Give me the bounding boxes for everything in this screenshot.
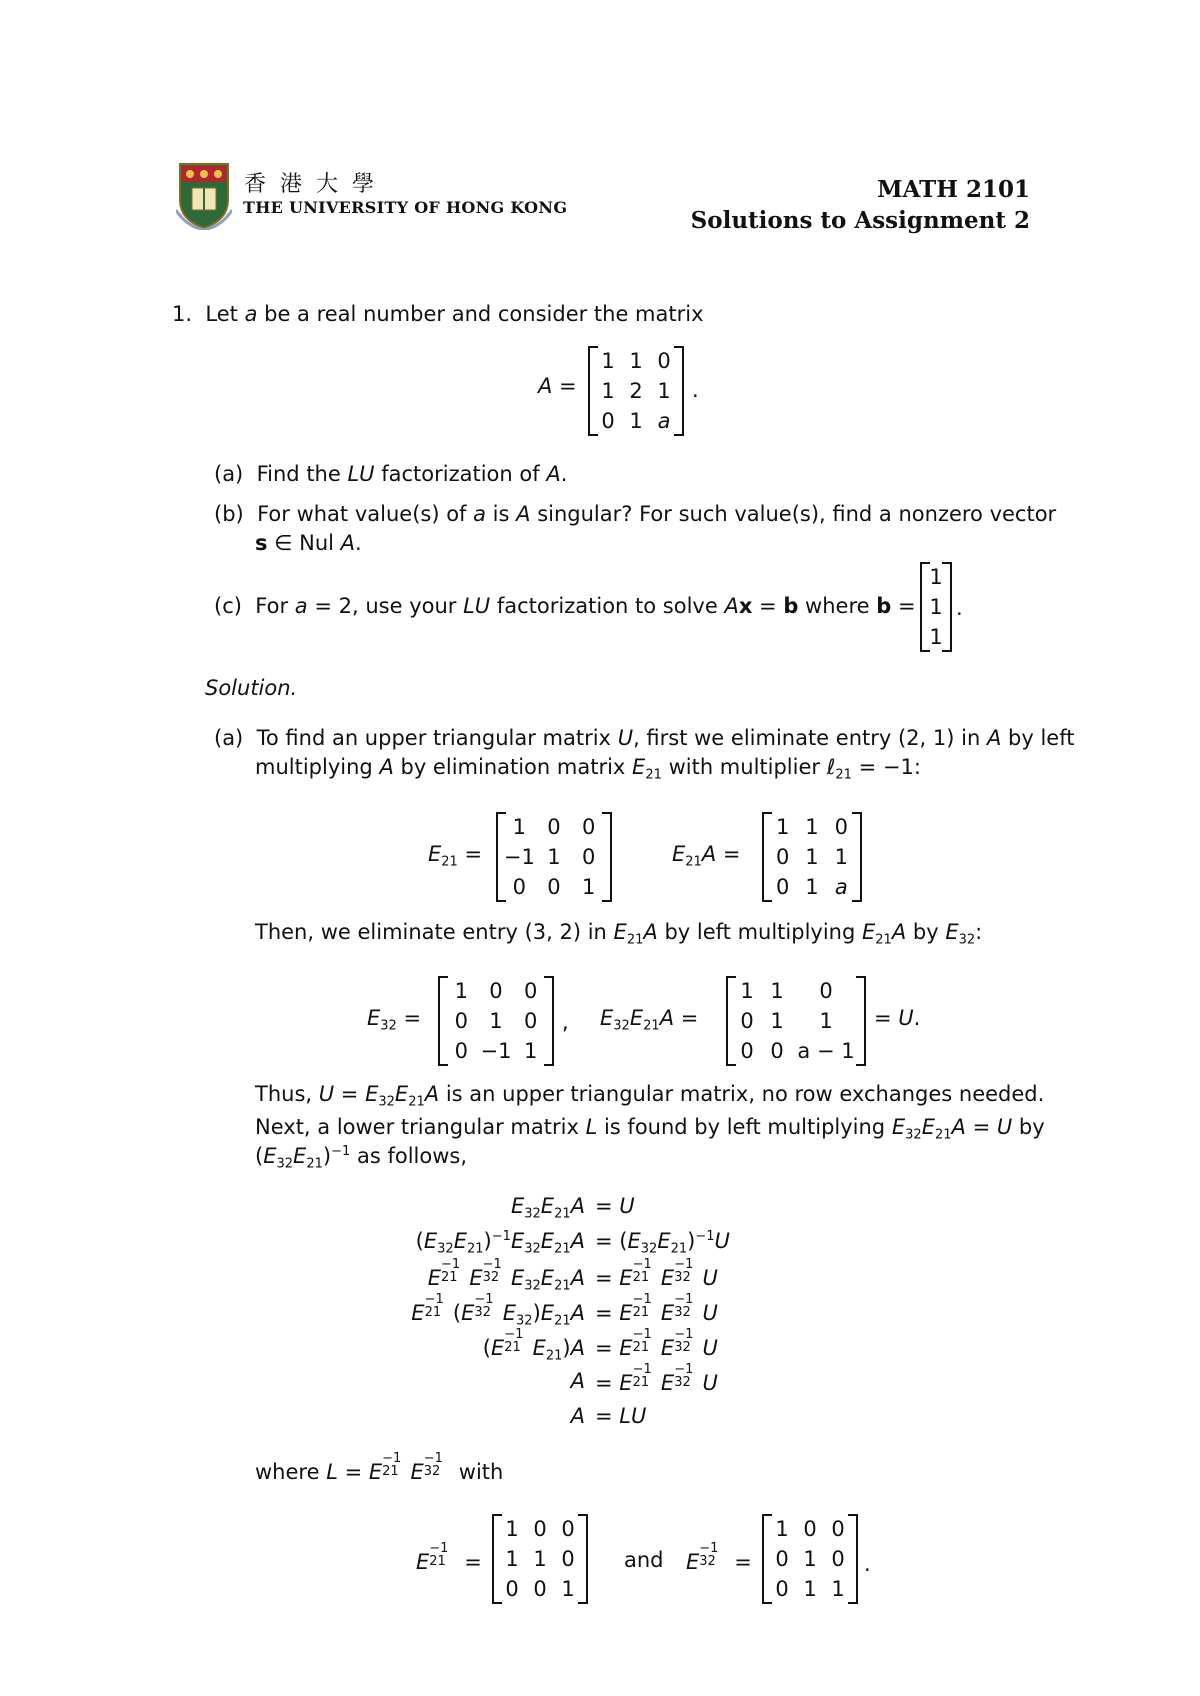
solution-thus-text: Thus, $U = E_{32}E_{21}A$ is an upper triangular matrix, no row exchanges needed.: [255, 1082, 1045, 1110]
vector-b: [920, 562, 952, 652]
matrix-E32-inverse: [762, 1514, 858, 1604]
bracket-left: [492, 1514, 502, 1604]
matrix-cell: 1: [770, 979, 784, 1003]
matrix-cell: 0: [523, 1009, 538, 1033]
assignment-title: Solutions to Assignment 2: [690, 207, 1030, 234]
bracket-left: [726, 976, 736, 1066]
matrix-cell: 1: [770, 1009, 784, 1033]
comma: ,: [562, 1010, 569, 1034]
matrix-cell: 0: [547, 815, 561, 839]
derivation-line-4-rhs: = E −1 21 E −1 32 U: [595, 1291, 718, 1325]
part-b-text: (b) For what value(s) of a is A singular? For such value(s), find a nonzero vector: [214, 502, 1057, 526]
matrix-cell: 1: [834, 845, 849, 869]
derivation-line-5-rhs: = E −1 21 E −1 32 U: [595, 1326, 718, 1360]
matrix-cell: 0: [533, 1517, 547, 1541]
matrix-cell: 1: [505, 1547, 519, 1571]
matrix-cell: 1: [523, 1039, 538, 1063]
matrix-cell: 1: [805, 845, 819, 869]
matrix-cell: −1: [503, 845, 535, 869]
matrix-cell: 1: [803, 1547, 817, 1571]
matrix-cell: 2: [629, 379, 643, 403]
problem-intro: 1. Let a be a real number and consider the matrix: [172, 302, 704, 326]
solution-label: Solution.: [205, 676, 298, 700]
matrix-cell: 1: [454, 979, 469, 1003]
matrix-cell: 0: [489, 979, 503, 1003]
course-code: MATH 2101: [877, 176, 1030, 203]
matrix-cell: 0: [740, 1039, 754, 1063]
matrix-cell: 1: [629, 409, 643, 433]
matrix-cell: a − 1: [797, 1039, 855, 1063]
matrix-a-label: A =: [538, 374, 577, 398]
matrix-cell: 1: [601, 349, 615, 373]
solution-then-text: Then, we eliminate entry (3, 2) in $E_{21}A$ by left multiplying $E_{21}A$ by $E_{32}$:: [255, 920, 983, 948]
matrix-cell: 1: [740, 979, 754, 1003]
matrix-cell: 1: [512, 815, 527, 839]
matrix-cell: a: [657, 409, 671, 433]
matrix-cell: 0: [523, 979, 538, 1003]
matrix-cell: 0: [512, 875, 527, 899]
matrix-cell: 0: [775, 875, 790, 899]
derivation-line-4-lhs: E −1 21 (E −1 32 $E_{32})E_{21}A$: [411, 1291, 585, 1329]
matrix-cell: 1: [489, 1009, 503, 1033]
and-text: and: [624, 1548, 664, 1572]
bracket-right: [674, 346, 684, 436]
bracket-left: [496, 812, 506, 902]
E21-label: $E_{21}$ =: [428, 842, 483, 870]
matrix-cell: 0: [740, 1009, 754, 1033]
matrix-cell: 0: [561, 1547, 575, 1571]
bracket-right: [942, 562, 952, 652]
solution-a-line1: (a) To find an upper triangular matrix U, first we eliminate entry (2, 1) in A by left: [214, 726, 1075, 750]
matrix-cell: −1: [480, 1039, 512, 1063]
matrix-cell: 1: [561, 1577, 575, 1601]
part-c-text: (c) For a = 2, use your LU factorization to solve Ax = b where b =: [214, 594, 916, 618]
derivation-line-2-rhs: = $(E_{32}E_{21})^{-1}U$: [595, 1229, 730, 1257]
matrix-cell: 1: [819, 1009, 833, 1033]
bracket-left: [762, 1514, 772, 1604]
E32-label: $E_{32}$ =: [367, 1006, 422, 1034]
period: .: [864, 1552, 871, 1576]
derivation-line-1-lhs: $E_{32}E_{21}A$: [510, 1194, 585, 1222]
bracket-left: [920, 562, 930, 652]
part-b-text-cont: s ∈ Nul A.: [255, 531, 362, 555]
matrix-cell: 0: [601, 409, 615, 433]
solution-a-line2: multiplying A by elimination matrix $E_{21}$ with multiplier ℓ$_{21}$ = −1:: [255, 755, 921, 783]
derivation-line-3-rhs: = E −1 21 E −1 32 U: [595, 1256, 718, 1290]
derivation-line-3-lhs: E −1 21 E −1 32 $E_{32}E_{21}A$: [427, 1256, 585, 1294]
E32E21A-label: $E_{32}E_{21}A$ =: [600, 1006, 699, 1034]
matrix-cell: 1: [657, 379, 671, 403]
equals-U: = U.: [874, 1006, 921, 1030]
university-crest-logo: [176, 160, 232, 230]
derivation-line-2-lhs: $(E_{32}E_{21})^{-1}E_{32}E_{21}A$: [415, 1229, 585, 1257]
matrix-cell: 1: [929, 565, 943, 589]
university-english-name: THE UNIVERSITY OF HONG KONG: [243, 198, 568, 217]
bracket-left: [762, 812, 772, 902]
matrix-cell: 1: [505, 1517, 519, 1541]
matrix-cell: 1: [805, 875, 819, 899]
matrix-cell: 0: [454, 1009, 469, 1033]
matrix-E21: [496, 812, 612, 902]
matrix-E32E21A: [726, 976, 866, 1066]
university-chinese-name: 香港大學: [244, 172, 389, 197]
matrix-cell: 1: [805, 815, 819, 839]
matrix-cell: 0: [581, 815, 596, 839]
matrix-cell: 0: [831, 1517, 845, 1541]
bracket-right: [602, 812, 612, 902]
bracket-left: [438, 976, 448, 1066]
bracket-right: [852, 812, 862, 902]
bracket-right: [856, 976, 866, 1066]
E21A-label: $E_{21}A$ =: [672, 842, 741, 870]
matrix-cell: 1: [601, 379, 615, 403]
matrix-cell: 1: [929, 595, 943, 619]
period: .: [956, 596, 963, 620]
matrix-a: [588, 346, 684, 436]
matrix-cell: 0: [831, 1547, 845, 1571]
matrix-cell: 0: [561, 1517, 575, 1541]
matrix-cell: 1: [831, 1577, 845, 1601]
derivation-line-7-rhs: = LU: [595, 1404, 647, 1428]
matrix-cell: 1: [929, 625, 943, 649]
matrix-cell: 1: [629, 349, 643, 373]
matrix-cell: 0: [454, 1039, 469, 1063]
matrix-cell: 0: [533, 1577, 547, 1601]
derivation-line-6-lhs: A: [570, 1369, 585, 1393]
matrix-cell: 1: [775, 1517, 789, 1541]
matrix-cell: 0: [770, 1039, 784, 1063]
matrix-cell: 0: [505, 1577, 519, 1601]
matrix-cell: 0: [834, 815, 849, 839]
matrix-cell: 1: [803, 1577, 817, 1601]
matrix-cell: 0: [581, 845, 596, 869]
matrix-cell: 1: [775, 815, 790, 839]
solution-where-text: where L = E −1 21 E −1 32 with: [255, 1450, 504, 1484]
solution-next-text: Next, a lower triangular matrix L is found by left multiplying $E_{32}E_{21}A = U$ by: [255, 1115, 1045, 1143]
bracket-right: [578, 1514, 588, 1604]
matrix-cell: a: [834, 875, 848, 899]
derivation-line-7-lhs: A: [570, 1404, 585, 1428]
bracket-right: [544, 976, 554, 1066]
matrix-E21A: [762, 812, 862, 902]
bracket-right: [848, 1514, 858, 1604]
E21inv-label: E −1 21 =: [416, 1540, 482, 1574]
derivation-line-5-lhs: (E −1 21 $E_{21})A$: [482, 1326, 585, 1364]
matrix-cell: 0: [775, 845, 790, 869]
matrix-cell: 1: [533, 1547, 547, 1571]
bracket-left: [588, 346, 598, 436]
E32inv-label: E −1 32 =: [686, 1540, 752, 1574]
part-a-text: (a) Find the LU factorization of A.: [214, 462, 568, 486]
period: .: [692, 378, 699, 402]
matrix-E21-inverse: [492, 1514, 588, 1604]
matrix-E32: [438, 976, 554, 1066]
solution-next-text-cont: $(E_{32}E_{21})^{-1}$ as follows,: [255, 1144, 468, 1172]
matrix-cell: 0: [775, 1577, 789, 1601]
matrix-cell: 0: [547, 875, 561, 899]
matrix-cell: 1: [581, 875, 596, 899]
matrix-cell: 1: [547, 845, 561, 869]
derivation-line-1-rhs: = U: [595, 1194, 635, 1218]
derivation-line-6-rhs: = E −1 21 E −1 32 U: [595, 1361, 718, 1395]
matrix-cell: 0: [775, 1547, 789, 1571]
matrix-cell: 0: [819, 979, 833, 1003]
matrix-cell: 0: [657, 349, 671, 373]
matrix-cell: 0: [803, 1517, 817, 1541]
